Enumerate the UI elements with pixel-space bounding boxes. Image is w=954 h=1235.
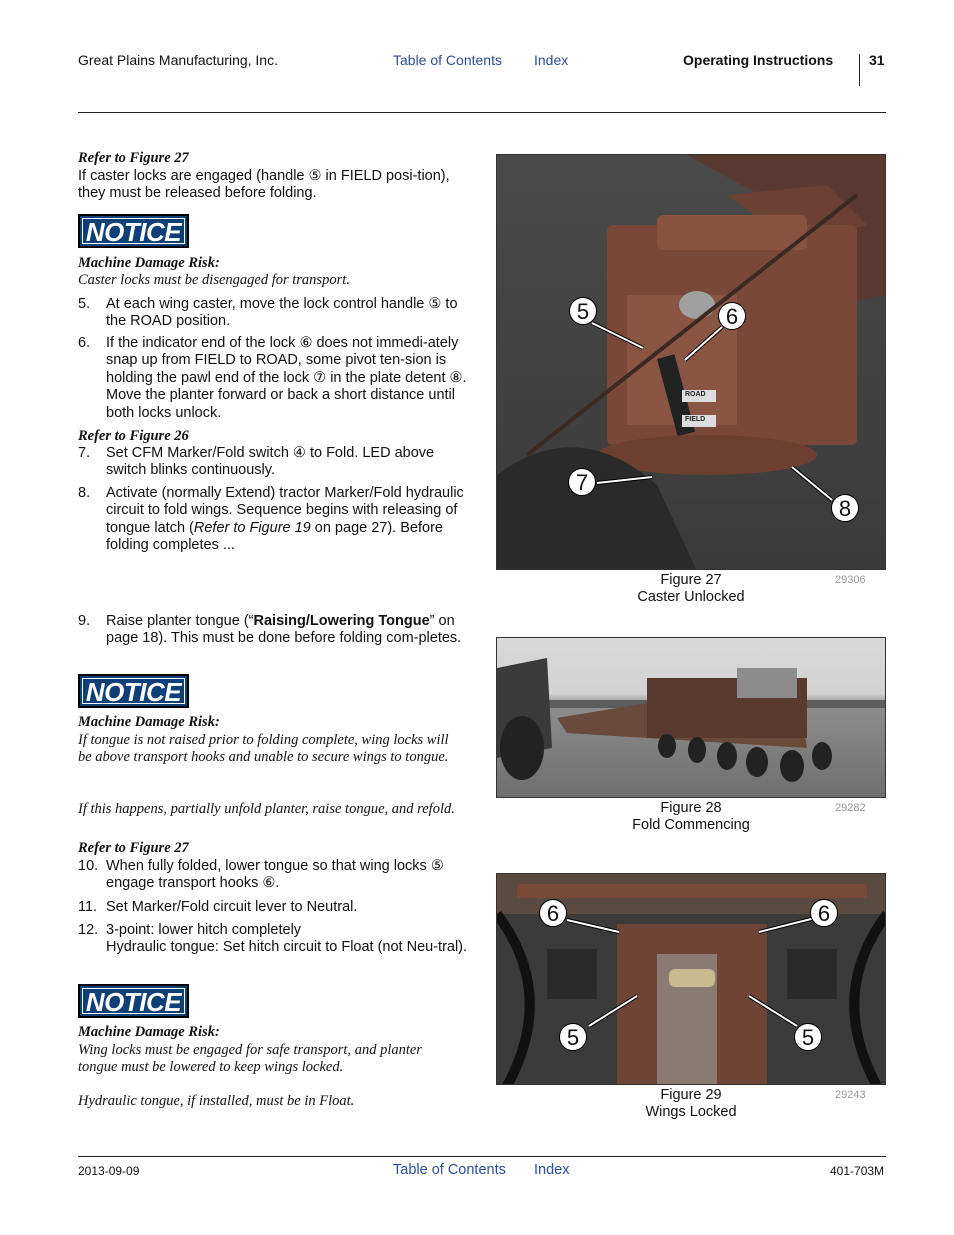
figure-29-photo	[496, 873, 886, 1085]
step-text	[106, 485, 470, 555]
step-number: 7.	[78, 445, 91, 461]
figure-27-label: Figure 27	[660, 572, 722, 588]
figure-27-caption: Caster Unlocked	[637, 589, 745, 605]
company-name: Great Plains Manufacturing, Inc.	[78, 52, 278, 68]
notice-1-title: Machine Damage Risk:	[78, 255, 220, 271]
figure-27-photo	[496, 154, 886, 570]
figure-19-reference: Refer to Figure 19	[193, 519, 311, 536]
step-12-line-1: 3-point: lower hitch completely	[106, 922, 302, 938]
callout-8: 8	[831, 494, 859, 522]
step-9	[78, 613, 470, 648]
step-number: 6.	[78, 335, 91, 351]
step-7	[78, 445, 470, 480]
notice-2-text-2: If this happens, partially unfold planter, raise tongue, and refold.	[78, 801, 455, 817]
callout-6-left: 6	[539, 899, 567, 927]
step-text	[106, 613, 470, 648]
figure-29-caption: Wings Locked	[645, 1104, 737, 1120]
notice-1-text: Caster locks must be disengaged for transport.	[78, 272, 350, 288]
footer-rule	[78, 1156, 886, 1157]
figure-29-label: Figure 29	[660, 1087, 722, 1103]
step-10	[78, 858, 470, 893]
step-8-text-b: on page 27). Before folding completes ...	[106, 519, 443, 554]
callout-5-right: 5	[794, 1023, 822, 1051]
step-text: If the indicator end of the lock ⑥ does not immedi-ately snap up from FIELD to ROAD, some pivot ten-sion is holding the pawl end of the lock ⑦ in the plate detent ⑧. Move the planter forward or back a short distance until both locks unlock.	[106, 335, 467, 421]
step-text	[106, 922, 470, 957]
notice-3-text-2: Hydraulic tongue, if installed, must be in Float.	[78, 1093, 355, 1109]
footer-date: 2013-09-09	[78, 1164, 140, 1178]
step-12-line-2: Hydraulic tongue: Set hitch circuit to Float (not Neu-tral).	[106, 939, 468, 956]
footer-toc-link[interactable]: Table of Contents	[393, 1162, 506, 1178]
step-12	[78, 922, 470, 957]
figure-28-id: 29282	[835, 802, 866, 814]
callout-5-left: 5	[559, 1023, 587, 1051]
field-tag: FIELD	[685, 416, 706, 423]
figure-28-illustration	[497, 638, 886, 798]
notice-3-text-1: Wing locks must be engaged for safe transport, and planter tongue must be lowered to keep wings locked.	[78, 1042, 422, 1076]
reference-figure-26: Refer to Figure 26	[78, 428, 189, 444]
figure-27-id: 29306	[835, 574, 866, 586]
callout-7: 7	[568, 468, 596, 496]
figure-27-leaders	[497, 155, 886, 570]
toc-link[interactable]: Table of Contents	[393, 52, 502, 68]
step-text: At each wing caster, move the lock control handle ⑤ to the ROAD position.	[106, 296, 458, 330]
step-number: 9.	[78, 613, 91, 629]
header-divider	[859, 54, 860, 86]
footer-doc-number: 401-703M	[830, 1164, 885, 1178]
road-tag: ROAD	[685, 391, 706, 398]
figure-28-label: Figure 28	[660, 800, 722, 816]
step-number: 10.	[78, 858, 99, 874]
notice-badge-2: NOTICE	[78, 674, 189, 708]
figure-28-photo	[496, 637, 886, 798]
step-8-text-a: Activate (normally Extend) tractor Marker/Fold hydraulic circuit to fold wings. Sequence begins with releasing of tongue latch (	[106, 485, 464, 536]
callout-6-right: 6	[810, 899, 838, 927]
step-9-text-b: ” on page 18). This must be done before folding com-pletes.	[106, 613, 462, 647]
notice-badge-1: NOTICE	[78, 214, 189, 248]
step-9-text-a: Raise planter tongue (“	[106, 613, 254, 629]
index-link[interactable]: Index	[534, 52, 569, 68]
step-text: Set CFM Marker/Fold switch ④ to Fold. LED above switch blinks continuously.	[106, 445, 435, 479]
intro-paragraph: If caster locks are engaged (handle ⑤ in FIELD posi-tion), they must be released before folding.	[78, 168, 450, 202]
header-rule	[78, 112, 886, 113]
callout-5: 5	[569, 297, 597, 325]
notice-3-title: Machine Damage Risk:	[78, 1024, 220, 1040]
figure-28-caption: Fold Commencing	[632, 817, 750, 833]
footer-index-link[interactable]: Index	[534, 1162, 570, 1178]
step-6	[78, 335, 470, 422]
step-5	[78, 296, 470, 331]
step-number: 12.	[78, 922, 99, 938]
reference-figure-27: Refer to Figure 27	[78, 150, 189, 166]
step-9-bold-reference: Raising/Lowering Tongue	[253, 613, 430, 629]
callout-6: 6	[718, 302, 746, 330]
step-text: Set Marker/Fold circuit lever to Neutral.	[106, 899, 358, 915]
reference-figure-27-b: Refer to Figure 27	[78, 840, 189, 856]
notice-badge-3: NOTICE	[78, 984, 189, 1018]
step-number: 5.	[78, 296, 91, 312]
step-number: 11.	[78, 899, 98, 915]
notice-2-text-1: If tongue is not raised prior to folding complete, wing locks will be above transport hooks and unable to secure wings to tongue.	[78, 732, 449, 766]
section-title: Operating Instructions	[683, 52, 834, 68]
step-number: 8.	[78, 485, 91, 501]
notice-2-title: Machine Damage Risk:	[78, 714, 220, 730]
page-number: 31	[869, 52, 885, 68]
step-8	[78, 485, 470, 555]
step-11	[78, 899, 470, 916]
step-text: When fully folded, lower tongue so that wing locks ⑤ engage transport hooks ⑥.	[106, 858, 444, 892]
figure-29-id: 29243	[835, 1089, 866, 1101]
